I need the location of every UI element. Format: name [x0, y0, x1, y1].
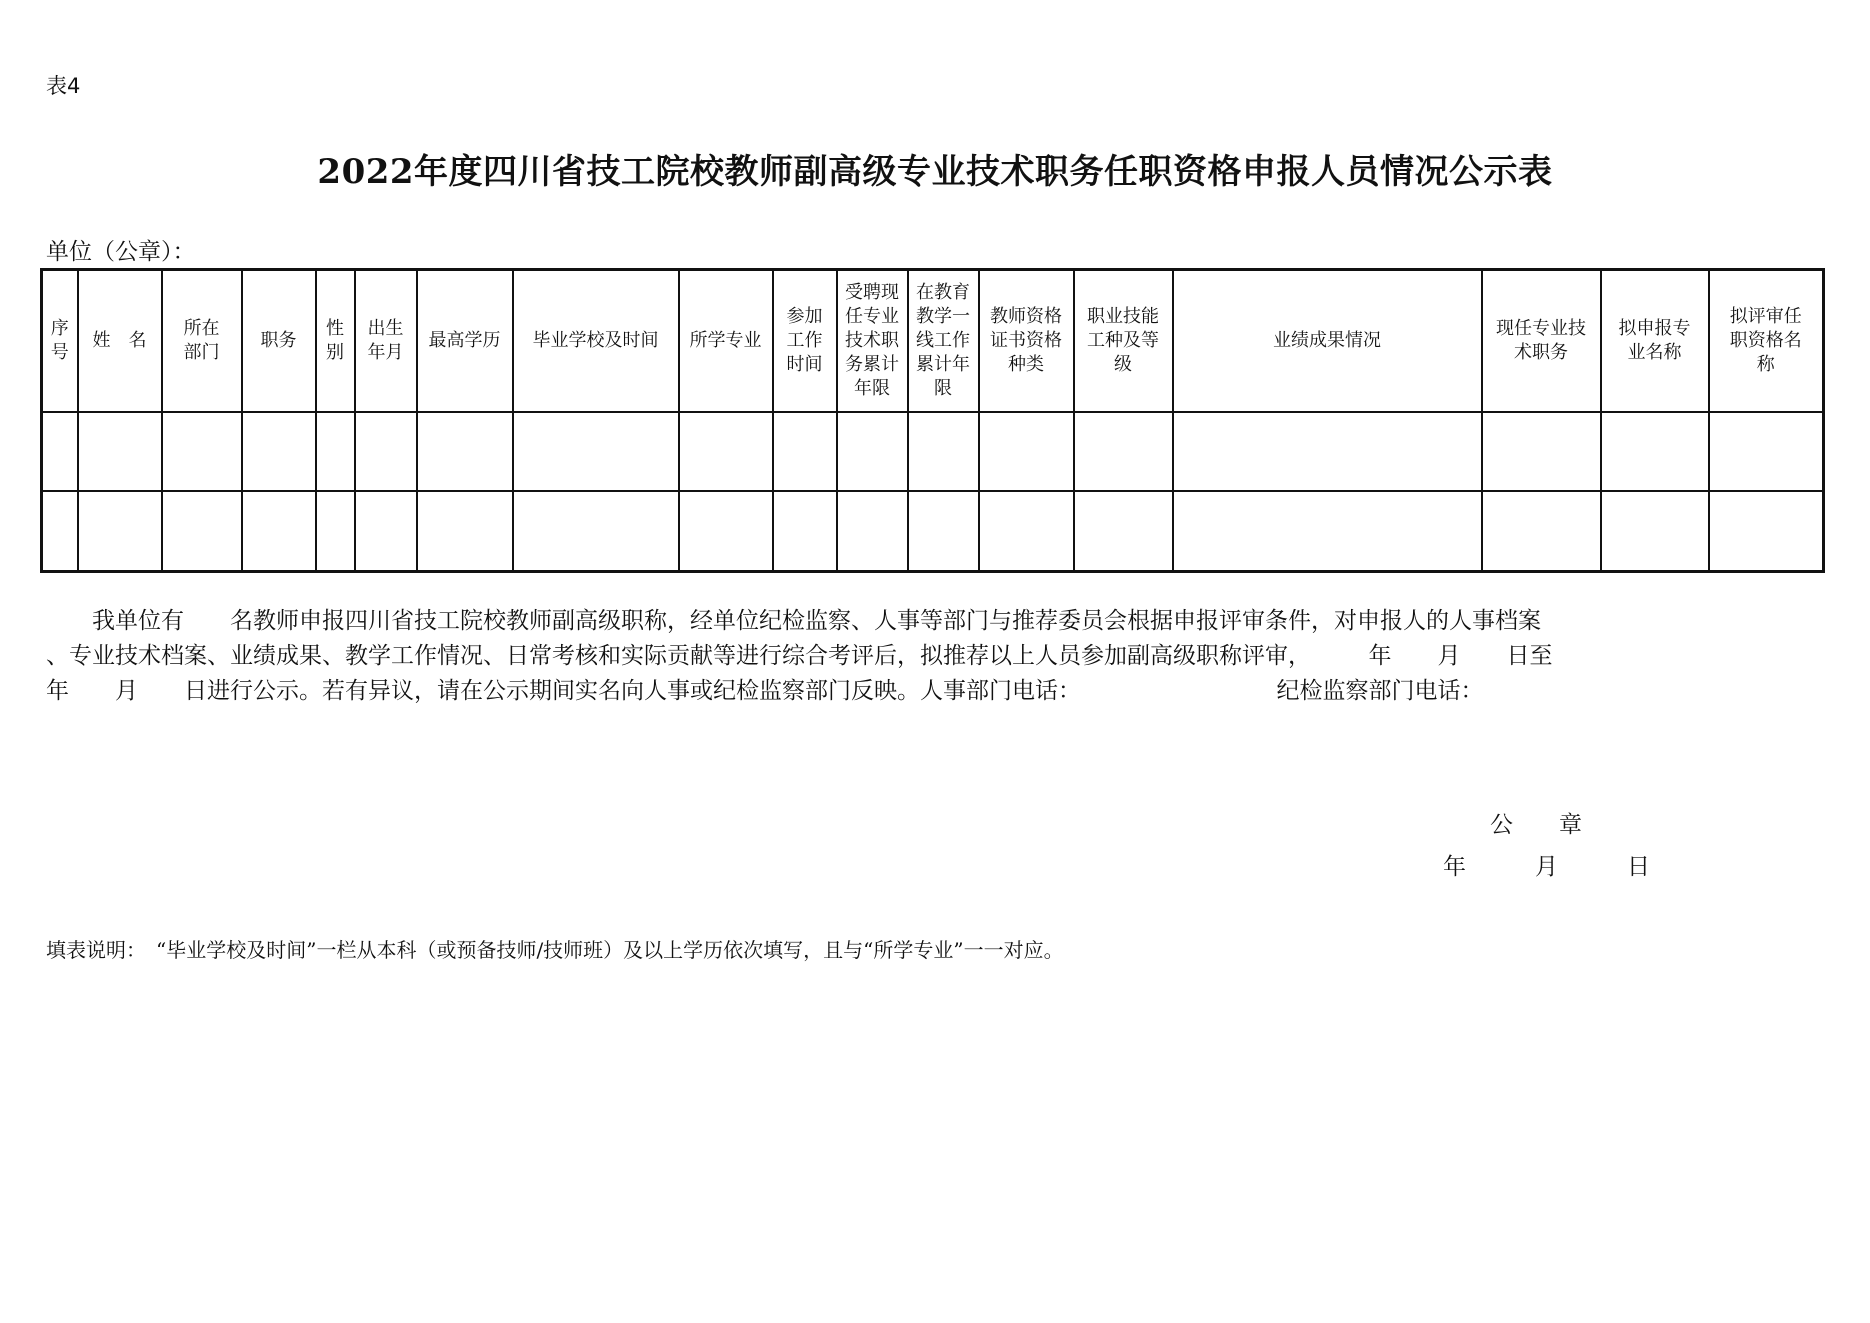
- header-proposed-qualification: 拟评审任职资格名称: [1709, 270, 1824, 412]
- table-cell[interactable]: [908, 491, 979, 572]
- table-cell[interactable]: [1074, 412, 1173, 491]
- announcement-line-3: 年 月 日进行公示。若有异议，请在公示期间实名向人事或纪检监察部门反映。人事部门电话： 纪检监察部门电话：: [46, 678, 1484, 704]
- table-cell[interactable]: [679, 491, 773, 572]
- table-cell[interactable]: [1074, 491, 1173, 572]
- header-graduation-school: 毕业学校及时间: [513, 270, 679, 412]
- table-cell[interactable]: [242, 412, 316, 491]
- table-cell[interactable]: [417, 491, 513, 572]
- table-cell[interactable]: [162, 491, 242, 572]
- header-highest-education: 最高学历: [417, 270, 513, 412]
- document-title: 2022年度四川省技工院校教师副高级专业技术职务任职资格申报人员情况公示表: [317, 152, 1553, 192]
- table-cell[interactable]: [42, 491, 78, 572]
- header-work-start: 参加工作时间: [773, 270, 837, 412]
- table-cell[interactable]: [1601, 412, 1709, 491]
- table-cell[interactable]: [316, 491, 355, 572]
- table-cell[interactable]: [979, 412, 1074, 491]
- table-cell[interactable]: [837, 412, 908, 491]
- filling-instructions: 填表说明： “毕业学校及时间”一栏从本科（或预备技师/技师班）及以上学历依次填写，且与“所学专业”一一对应。: [46, 938, 1064, 962]
- table-cell[interactable]: [1482, 412, 1601, 491]
- unit-seal-label: 单位（公章）：: [46, 239, 196, 265]
- table-cell[interactable]: [78, 412, 162, 491]
- table-header-row: [42, 270, 1824, 412]
- header-teacher-certificate: 教师资格证书资格种类: [979, 270, 1074, 412]
- header-current-title: 现任专业技术职务: [1482, 270, 1601, 412]
- table-cell[interactable]: [513, 491, 679, 572]
- table-cell[interactable]: [1482, 491, 1601, 572]
- table-cell[interactable]: [316, 412, 355, 491]
- header-gender: 性别: [316, 270, 355, 412]
- header-major: 所学专业: [679, 270, 773, 412]
- applicant-table-container: [40, 268, 1822, 572]
- table-cell[interactable]: [1173, 412, 1482, 491]
- table-cell[interactable]: [679, 412, 773, 491]
- header-birth-date: 出生年月: [355, 270, 417, 412]
- announcement-line-2: 、专业技术档案、业绩成果、教学工作情况、日常考核和实际贡献等进行综合考评后，拟推荐以上人员参加副高级职称评审， 年 月 日至: [46, 643, 1553, 669]
- header-index: 序号: [42, 270, 78, 412]
- header-name: 姓 名: [78, 270, 162, 412]
- table-cell[interactable]: [908, 412, 979, 491]
- header-achievements: 业绩成果情况: [1173, 270, 1482, 412]
- header-department: 所在部门: [162, 270, 242, 412]
- table-cell[interactable]: [242, 491, 316, 572]
- table-cell[interactable]: [162, 412, 242, 491]
- table-cell[interactable]: [513, 412, 679, 491]
- table-row: [42, 412, 1824, 491]
- header-vocational-skill: 职业技能工种及等级: [1074, 270, 1173, 412]
- applicant-table: [40, 268, 1825, 573]
- table-cell[interactable]: [417, 412, 513, 491]
- document-label: 表4: [46, 74, 81, 98]
- table-cell[interactable]: [42, 412, 78, 491]
- table-row: [42, 491, 1824, 572]
- table-cell[interactable]: [78, 491, 162, 572]
- table-cell[interactable]: [1709, 491, 1824, 572]
- table-cell[interactable]: [773, 412, 837, 491]
- header-appointment-years: 受聘现任专业技术职务累计年限: [837, 270, 908, 412]
- seal-date: 年 月 日: [1443, 854, 1650, 880]
- table-cell[interactable]: [773, 491, 837, 572]
- table-cell[interactable]: [1173, 491, 1482, 572]
- header-teaching-years: 在教育教学一线工作累计年限: [908, 270, 979, 412]
- table-cell[interactable]: [355, 412, 417, 491]
- announcement-line-1: 我单位有 名教师申报四川省技工院校教师副高级职称，经单位纪检监察、人事等部门与推荐委员会根据申报评审条件，对申报人的人事档案: [46, 608, 1541, 634]
- table-cell[interactable]: [979, 491, 1074, 572]
- seal-label: 公 章: [1490, 812, 1582, 838]
- table-cell[interactable]: [355, 491, 417, 572]
- header-position: 职务: [242, 270, 316, 412]
- header-proposed-major: 拟申报专业名称: [1601, 270, 1709, 412]
- table-cell[interactable]: [837, 491, 908, 572]
- table-cell[interactable]: [1601, 491, 1709, 572]
- announcement-paragraph: [46, 604, 1826, 709]
- table-cell[interactable]: [1709, 412, 1824, 491]
